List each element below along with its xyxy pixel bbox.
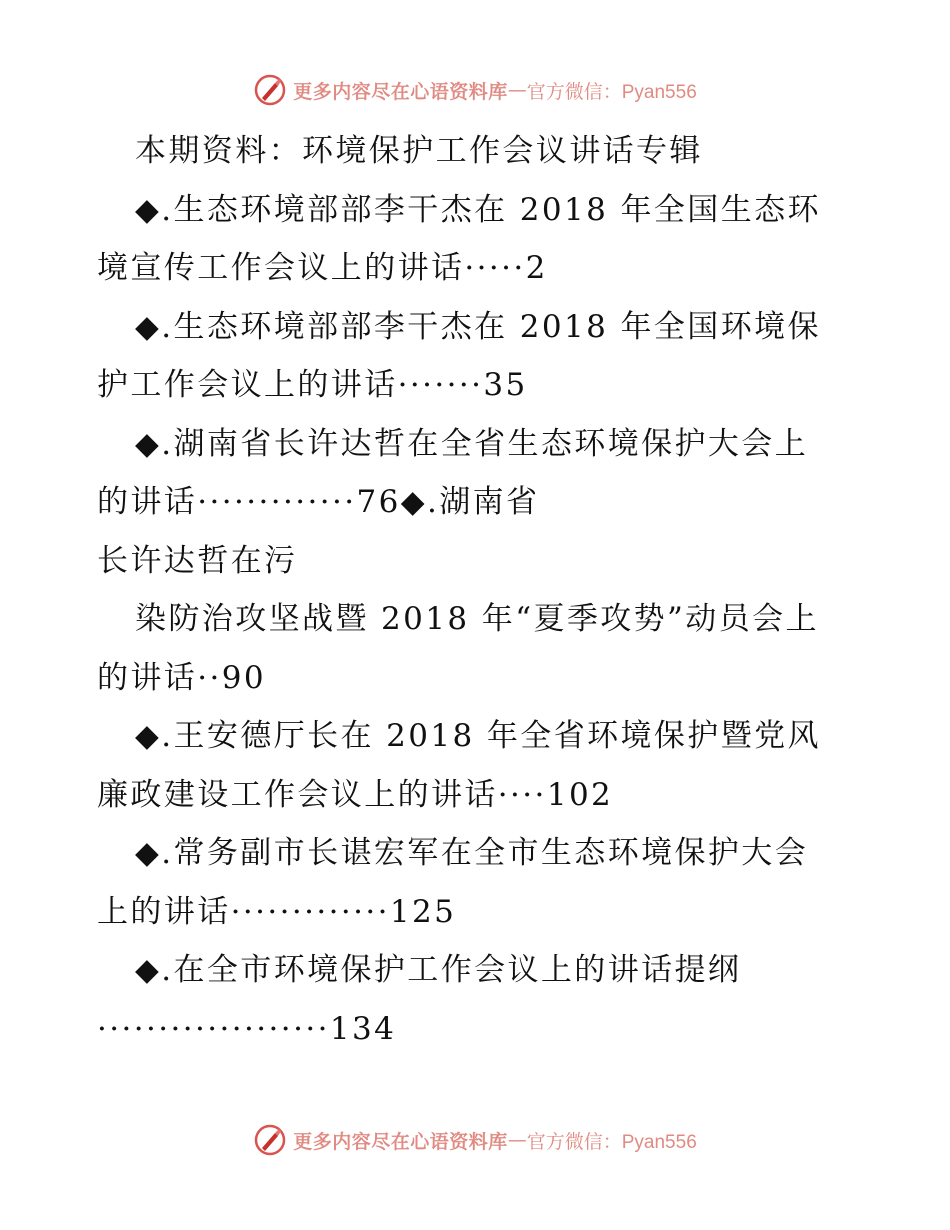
toc-entry-7-line-2: ···················134 [97,1010,397,1047]
pen-logo-icon [253,1123,287,1157]
toc-entry-3-line-2: 的讲话·············76◆.湖南省 [97,484,540,520]
toc-entry-4-line-1: 长许达哲在污 [97,542,298,579]
document-body [97,122,857,1058]
toc-entry-1-line-2: 境宣传工作会议上的讲话·····2 [97,250,548,286]
document-title: 本期资料：环境保护工作会议讲话专辑 [135,133,703,169]
toc-entry-2-line-2: 护工作会议上的讲话·······35 [97,367,528,403]
toc-entry-4-line-2: 染防治攻坚战暨 2018 年“夏季攻势”动员会上 [135,601,819,637]
toc-entry-5-line-2: 廉政建设工作会议上的讲话····102 [97,776,614,813]
toc-entry-7-line-1: ◆.在全市环境保护工作会议上的讲话提纲 [135,952,742,988]
toc-entry-5-line-1: ◆.王安德厅长在 2018 年全省环境保护暨党风 [135,718,821,754]
watermark-site-text: 更多内容尽在心语资料库 [293,80,508,103]
watermark-wechat-text: 官方微信：Pyan556 [526,81,697,103]
header-watermark [0,70,950,110]
footer-watermark [0,1120,950,1160]
pen-logo-icon [253,73,287,107]
toc-entry-6-line-2: 上的讲话·············125 [97,893,457,930]
toc-entry-4-line-3: 的讲话··90 [97,659,266,696]
watermark-wechat-text: 官方微信：Pyan556 [526,1131,697,1153]
watermark-site-text: 更多内容尽在心语资料库 [293,1130,508,1153]
toc-entry-3-line-1: ◆.湖南省长许达哲在全省生态环境保护大会上 [135,425,809,462]
toc-entry-2-line-1: ◆.生态环境部部李干杰在 2018 年全国环境保 [135,308,821,345]
watermark-separator: — [507,1129,527,1151]
toc-entry-1-line-1: ◆.生态环境部部李干杰在 2018 年全国生态环 [135,191,821,228]
toc-entry-6-line-1: ◆.常务副市长谌宏军在全市生态环境保护大会 [135,835,809,871]
watermark-separator: — [507,79,527,101]
